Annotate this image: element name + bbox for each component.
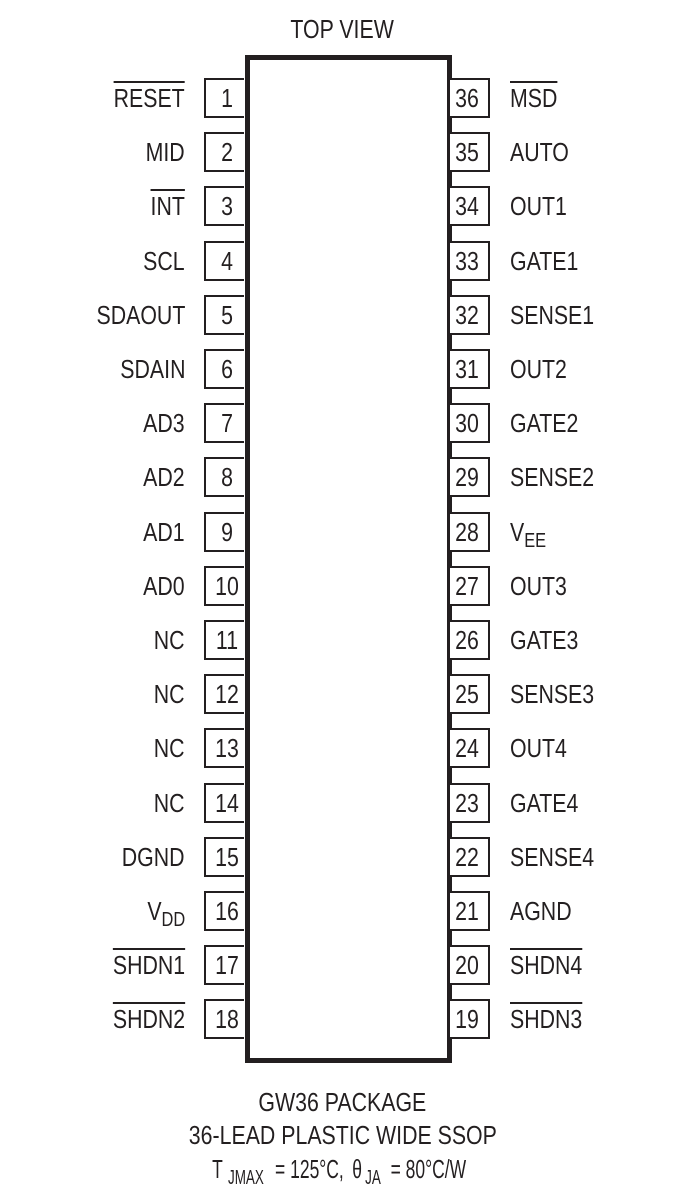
pin-box [204, 186, 244, 226]
pin-name: SENSE3 [510, 679, 595, 710]
pin-label [510, 462, 595, 493]
pin-label [154, 679, 185, 710]
pin-name: GATE4 [510, 787, 579, 818]
pin-label [143, 570, 185, 601]
pin-number: 34 [455, 191, 479, 222]
pin-number: 15 [215, 841, 239, 872]
pin-box [204, 78, 244, 118]
pin-box [450, 837, 490, 877]
pin-label [147, 898, 185, 930]
pin-box [204, 728, 244, 768]
pin-name: OUT2 [510, 354, 567, 384]
pin-number: 12 [215, 679, 239, 710]
pin-number: 33 [455, 245, 479, 276]
pin-name: NC [154, 679, 185, 710]
pin-number: 31 [455, 354, 479, 384]
theta-symbol: θ [352, 1154, 363, 1184]
pin-box [204, 241, 244, 281]
pin-number: 35 [455, 137, 479, 168]
pin-name: $\overline{MSD}$ [510, 83, 558, 113]
tjmax-value: = 125°C, [274, 1154, 344, 1184]
pin-box [204, 891, 244, 931]
theta-subscript: JA [364, 1167, 381, 1189]
pin-name: GATE2 [510, 408, 579, 439]
pin-label [112, 950, 185, 981]
pin-number: 25 [455, 679, 479, 710]
pin-label [510, 950, 583, 981]
pin-label [154, 787, 185, 818]
pin-label [114, 85, 185, 111]
pin-number: 4 [221, 245, 233, 276]
package-description-text: 36-LEAD PLASTIC WIDE SSOP [188, 1120, 497, 1150]
pin-box [204, 783, 244, 823]
pin-box [450, 132, 490, 172]
pin-label [150, 191, 185, 222]
pin-label [510, 299, 595, 330]
diagram-title [0, 16, 685, 42]
pin-label [154, 627, 185, 653]
pin-box [450, 78, 490, 118]
pin-label [510, 841, 595, 872]
pin-name: OUT3 [510, 570, 567, 601]
pin-label [510, 733, 567, 764]
tjmax-subscript: JMAX [227, 1167, 264, 1189]
pin-name: RESET [113, 83, 185, 113]
package-name-text: GW36 PACKAGE [258, 1087, 427, 1117]
pin-number: 9 [221, 516, 233, 547]
pin-label [154, 733, 185, 764]
pin-box [450, 945, 490, 985]
pin-box [450, 891, 490, 931]
pin-name: SHDN1 [112, 950, 185, 981]
pin-number: 19 [455, 1004, 479, 1035]
tjmax-symbol: T [211, 1154, 223, 1184]
pin-label [143, 408, 185, 439]
title-text: TOP VIEW [290, 14, 395, 44]
pin-name: SENSE2 [510, 462, 595, 493]
pin-label [120, 356, 185, 382]
pin-box [450, 999, 490, 1039]
pin-number: 7 [221, 408, 233, 439]
pin-name: OUT4 [510, 733, 567, 764]
pin-name: SHDN2 [112, 1004, 185, 1035]
pin-box [450, 457, 490, 497]
pin-label [510, 627, 578, 653]
pin-number: 21 [455, 896, 479, 926]
pin-name: AGND [510, 896, 572, 926]
pin-label [510, 679, 595, 710]
pin-label [510, 1004, 583, 1035]
pin-name: V [510, 516, 525, 547]
pin-label [510, 787, 579, 818]
pin-label [143, 462, 185, 493]
pin-name: SHDN3 [510, 1004, 583, 1035]
pin-box [450, 566, 490, 606]
pin-number: 22 [455, 841, 479, 872]
pin-name: SDAIN [119, 354, 185, 384]
pin-label [510, 570, 567, 601]
pin-box [204, 674, 244, 714]
pin-label [145, 137, 185, 168]
pin-name: AD1 [143, 516, 185, 547]
pin-name: SENSE1 [510, 299, 595, 330]
pin-box [204, 132, 244, 172]
pin-name: OUT1 [510, 191, 567, 222]
pin-number: 24 [455, 733, 479, 764]
pin-number: 2 [221, 137, 233, 168]
pin-number: 10 [215, 570, 239, 601]
pin-number: 13 [215, 733, 239, 764]
pin-name: $\overline{INT}$ [150, 191, 185, 222]
pin-name: GATE3 [510, 625, 579, 655]
pin-box [450, 674, 490, 714]
pin-box [204, 349, 244, 389]
pin-label [510, 191, 567, 222]
pin-name: NC [154, 787, 185, 818]
pin-number: 11 [215, 625, 239, 655]
pin-label [510, 516, 547, 552]
pin-box [450, 620, 490, 660]
pin-number: 23 [455, 787, 479, 818]
pin-box [450, 728, 490, 768]
pin-number: 20 [455, 950, 479, 981]
pin-label [510, 898, 572, 924]
pin-number: 27 [455, 570, 479, 601]
pin-name: AD3 [143, 408, 185, 439]
pin-name: SDAOUT [96, 299, 185, 330]
pin-label [510, 137, 569, 168]
pin-name: SCL [143, 245, 185, 276]
pin-number: 29 [455, 462, 479, 493]
pin-box [204, 295, 244, 335]
pin-label [510, 356, 567, 382]
pin-name: GATE1 [510, 245, 579, 276]
pin-box [204, 945, 244, 985]
pin-box [450, 783, 490, 823]
pin-box [450, 403, 490, 443]
pin-number: 6 [221, 354, 233, 384]
pin-number: 16 [215, 896, 239, 926]
pin-number: 26 [455, 625, 479, 655]
pin-label [112, 1004, 185, 1035]
pin-box [450, 512, 490, 552]
pin-box [450, 295, 490, 335]
pin-box [204, 403, 244, 443]
pin-label [143, 516, 185, 547]
pin-label [143, 245, 185, 276]
package-description [0, 1122, 685, 1148]
pin-name: AD0 [143, 570, 185, 601]
package-name [0, 1089, 685, 1115]
pin-name: SHDN4 [510, 950, 583, 981]
pin-box [204, 566, 244, 606]
pin-label [510, 85, 557, 111]
pin-name: NC [154, 733, 185, 764]
pin-number: 3 [221, 191, 233, 222]
pin-label [510, 245, 579, 276]
pin-number: 32 [455, 299, 479, 330]
thermal-spec [0, 1156, 685, 1188]
pin-box [204, 620, 244, 660]
pin-number: 36 [455, 83, 479, 113]
pin-name: SENSE4 [510, 841, 595, 872]
pin-name: DGND [122, 841, 185, 872]
theta-value: = 80°C/W [390, 1154, 467, 1184]
pin-number: 17 [215, 950, 239, 981]
pin-box [204, 837, 244, 877]
pin-number: 18 [215, 1004, 239, 1035]
pin-number: 1 [221, 83, 233, 113]
pin-number: 5 [221, 299, 233, 330]
thermal-spec-text [211, 1156, 475, 1188]
pin-number: 30 [455, 408, 479, 439]
pin-name: AUTO [510, 137, 569, 168]
pin-number: 8 [221, 462, 233, 493]
pin-name: V [147, 896, 162, 926]
pin-name: AD2 [143, 462, 185, 493]
pin-box [204, 512, 244, 552]
pin-name: MID [145, 137, 185, 168]
ic-package-body [245, 55, 452, 1063]
pin-number: 14 [215, 787, 239, 818]
pin-label [122, 841, 185, 872]
pin-label [96, 299, 185, 330]
pin-box [204, 457, 244, 497]
pin-box [450, 186, 490, 226]
pin-number: 28 [455, 516, 479, 547]
pin-name: NC [154, 625, 185, 655]
pin-box [450, 241, 490, 281]
pin-label [510, 408, 579, 439]
pin-box [450, 349, 490, 389]
pin-name-subscript: EE [524, 529, 547, 552]
pin-box [204, 999, 244, 1039]
pin-name-subscript: DD [161, 909, 185, 931]
